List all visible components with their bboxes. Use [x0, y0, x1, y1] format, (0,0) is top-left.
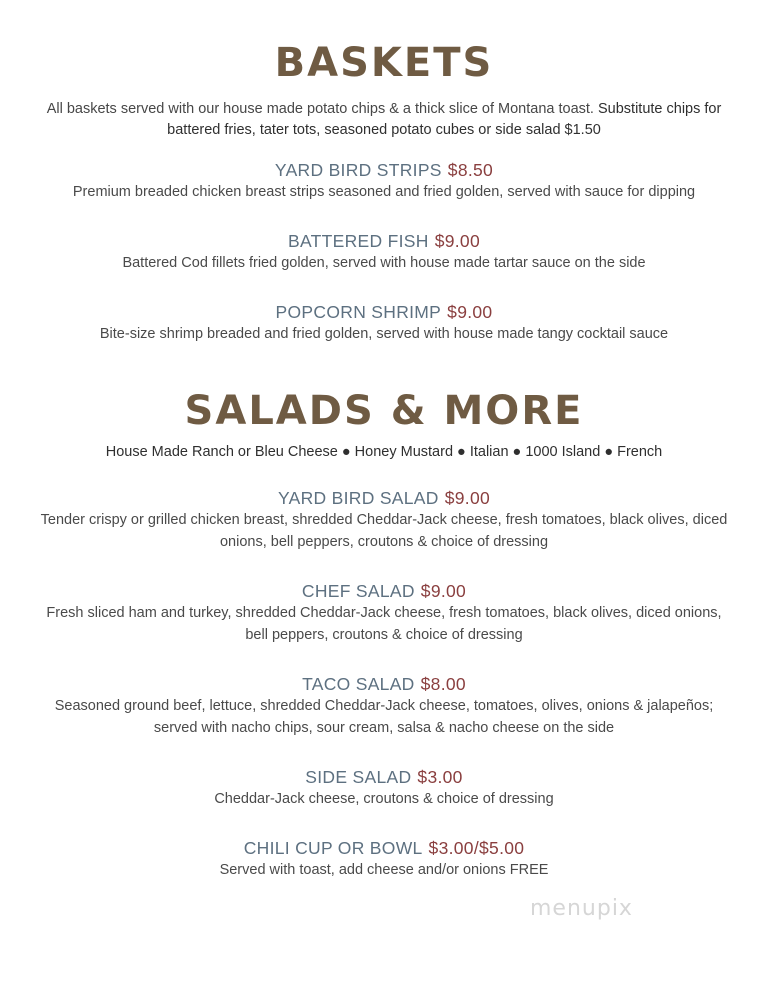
menu-item-price: $9.00 [420, 581, 467, 601]
menu-item-description: Fresh sliced ham and turkey, shredded Cheddar-Jack cheese, fresh tomatoes, black olives, diced onions, bell peppers, croutons & choice of dressing [46, 605, 722, 643]
baskets-substitute-note: Substitute chips for battered fries, tater tots, seasoned potato cubes or side salad $1.50 [167, 101, 722, 138]
menu-item-name: BATTERED FISH [288, 231, 429, 251]
menu-item-name: CHILI CUP OR BOWL [243, 838, 423, 858]
menu-item-battered-fish [24, 229, 744, 275]
dressing-options: House Made Ranch or Bleu Cheese ● Honey Mustard ● Italian ● 1000 Island ● French [105, 444, 663, 460]
menu-item-name: TACO SALAD [302, 674, 415, 694]
baskets-intro-text: All baskets served with our house made potato chips & a thick slice of Montana toast. [46, 101, 594, 117]
menu-item-chili-cup-or-bowl [24, 836, 744, 882]
menu-item-header [24, 300, 744, 324]
menu-item-price: $9.00 [444, 488, 491, 508]
menu-item-header [24, 229, 744, 253]
menu-item-name: SIDE SALAD [305, 767, 412, 787]
menu-item-yard-bird-strips [24, 158, 744, 204]
menu-item-header [24, 486, 744, 510]
menu-item-price: $8.50 [447, 160, 494, 180]
menu-item-taco-salad [24, 672, 744, 739]
menu-item-chef-salad [24, 579, 744, 646]
menu-item-header [24, 836, 744, 860]
section-title-salads: SALADS & MORE [184, 388, 584, 434]
menu-item-description: Cheddar-Jack cheese, croutons & choice of dressing [214, 791, 554, 807]
menu-item-description: Seasoned ground beef, lettuce, shredded Cheddar-Jack cheese, tomatoes, olives, onions & jalapeños; served with nacho chips, sour cream, salsa & nacho cheese on the side [54, 698, 714, 736]
menu-item-header [24, 158, 744, 182]
menu-item-description: Battered Cod fillets fried golden, served with house made tartar sauce on the side [122, 255, 646, 271]
menu-item-name: CHEF SALAD [301, 581, 415, 601]
menu-item-price: $9.00 [434, 231, 480, 251]
baskets-intro [30, 99, 738, 141]
menu-item-header [24, 579, 744, 603]
menu-item-price: $3.00 [417, 767, 463, 787]
menu-item-header [24, 672, 744, 696]
menu-item-price: $9.00 [447, 302, 493, 322]
menu-item-popcorn-shrimp [24, 300, 744, 346]
menu-item-description: Tender crispy or grilled chicken breast, shredded Cheddar-Jack cheese, fresh tomatoes, black olives, diced onions, bell peppers, croutons & choice of dressing [40, 512, 728, 550]
menu-item-description: Premium breaded chicken breast strips seasoned and fried golden, served with sauce for dipping [72, 184, 696, 200]
section-title-baskets: BASKETS [274, 40, 494, 86]
menu-item-name: YARD BIRD SALAD [277, 488, 439, 508]
menu-item-price: $3.00/$5.00 [428, 838, 525, 858]
menu-item-name: YARD BIRD STRIPS [274, 160, 442, 180]
menu-item-yard-bird-salad [24, 486, 744, 553]
menu-item-description: Served with toast, add cheese and/or onions FREE [219, 862, 549, 878]
menu-item-side-salad [24, 765, 744, 811]
menu-item-name: POPCORN SHRIMP [275, 302, 442, 322]
menu-item-price: $8.00 [420, 674, 466, 694]
menupix-watermark: menupix [530, 896, 633, 921]
menu-item-header [24, 765, 744, 789]
menu-item-description: Bite-size shrimp breaded and fried golden, served with house made tangy cocktail sauce [99, 326, 669, 342]
